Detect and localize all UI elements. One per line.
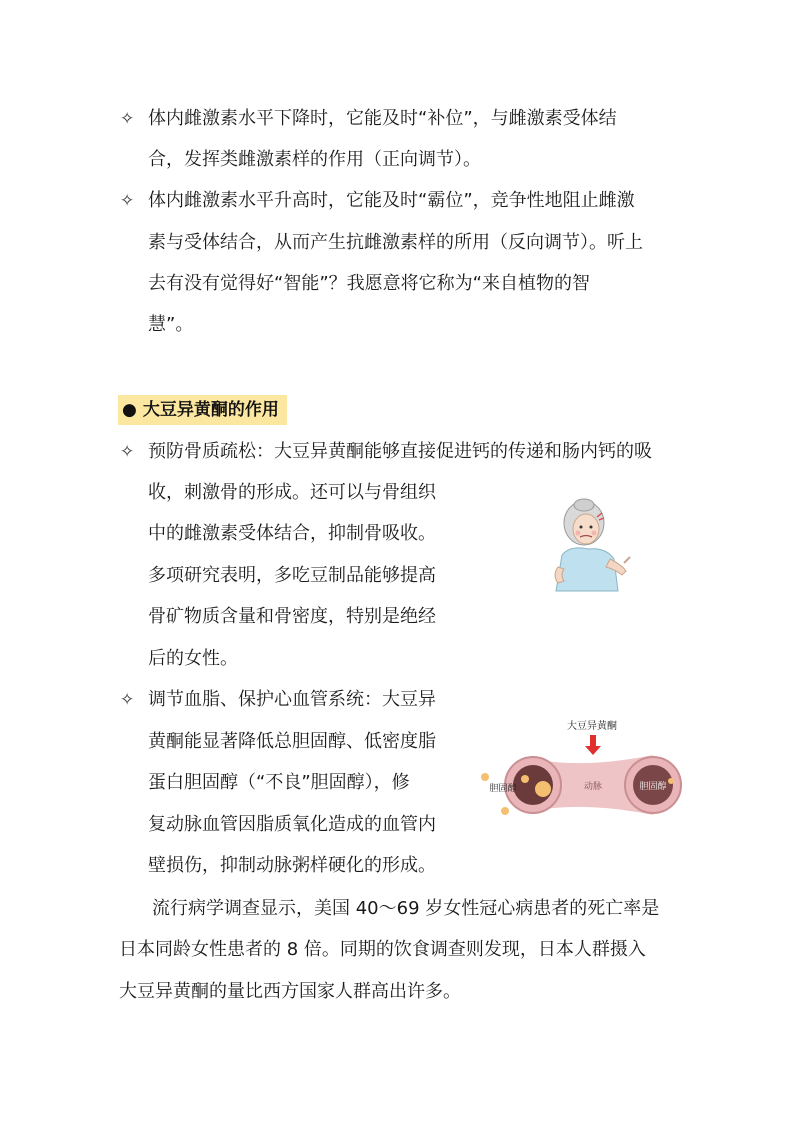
text-line: 多项研究表明，多吃豆制品能够提高 — [148, 565, 436, 586]
text-line: 黄酮能显著降低总胆固醇、低密度脂 — [148, 731, 436, 752]
text-line: 体内雌激素水平下降时，它能及时“补位”，与雌激素受体结 — [148, 108, 617, 129]
elderly-woman-illustration — [540, 495, 640, 595]
paragraph-line: 流行病学调查显示，美国 40～69 岁女性冠心病患者的死亡率是 — [152, 898, 660, 919]
text-line: 去有没有觉得好“智能”？我愿意将它称为“来自植物的智 — [148, 273, 590, 294]
text-line: 调节血脂、保护心血管系统：大豆异 — [148, 689, 436, 710]
text-line: 骨矿物质含量和骨密度，特别是绝经 — [148, 606, 436, 627]
text-line: 合，发挥类雌激素样的作用（正向调节）。 — [148, 149, 481, 170]
down-arrow-head — [585, 746, 601, 755]
heading-text: 大豆异黄酮的作用 — [142, 400, 279, 420]
text-line: 壁损伤，抑制动脉粥样硬化的形成。 — [148, 855, 436, 876]
text-line: 收，刺激骨的形成。还可以与骨组织 — [148, 482, 436, 503]
section-heading — [118, 395, 287, 425]
cholesterol-particle — [501, 807, 509, 815]
text-line: 慧”。 — [148, 314, 194, 335]
bullet-icon: ✧ — [120, 690, 135, 710]
left-cholesterol-label: 胆固醇 — [489, 784, 517, 794]
isoflavone-label: 大豆异黄酮 — [567, 721, 617, 732]
heading-dot-icon: ● — [122, 400, 137, 420]
cholesterol-particle — [668, 778, 674, 784]
bullet-icon: ✧ — [120, 109, 135, 129]
paragraph-line: 日本同龄女性患者的 8 倍。同期的饮食调查则发现，日本人群摄入 — [119, 939, 646, 960]
bullet-icon: ✧ — [120, 191, 135, 211]
cholesterol-plaque — [521, 775, 529, 783]
text-line: 素与受体结合，从而产生抗雌激素样的所用（反向调节）。听上 — [148, 232, 643, 253]
text-line: 体内雌激素水平升高时，它能及时“霸位”，竞争性地阻止雌激 — [148, 190, 635, 211]
paragraph-line: 大豆异黄酮的量比西方国家人群高出许多。 — [119, 981, 461, 1002]
text-line: 复动脉血管因脂质氧化造成的血管内 — [148, 814, 436, 835]
text-line: 后的女性。 — [148, 648, 238, 669]
right-cholesterol-label: 胆固醇 — [639, 782, 667, 792]
cholesterol-plaque — [535, 781, 551, 797]
artery-diagram — [475, 715, 685, 825]
text-line: 蛋白胆固醇（“不良”胆固醇），修 — [148, 772, 410, 793]
cholesterol-particle — [481, 773, 489, 781]
text-line: 中的雌激素受体结合，抑制骨吸收。 — [148, 523, 436, 544]
down-arrow-icon — [590, 735, 596, 747]
bullet-icon: ✧ — [120, 442, 135, 462]
text-line: 预防骨质疏松：大豆异黄酮能够直接促进钙的传递和肠内钙的吸 — [148, 441, 652, 462]
artery-label: 动脉 — [583, 782, 603, 792]
